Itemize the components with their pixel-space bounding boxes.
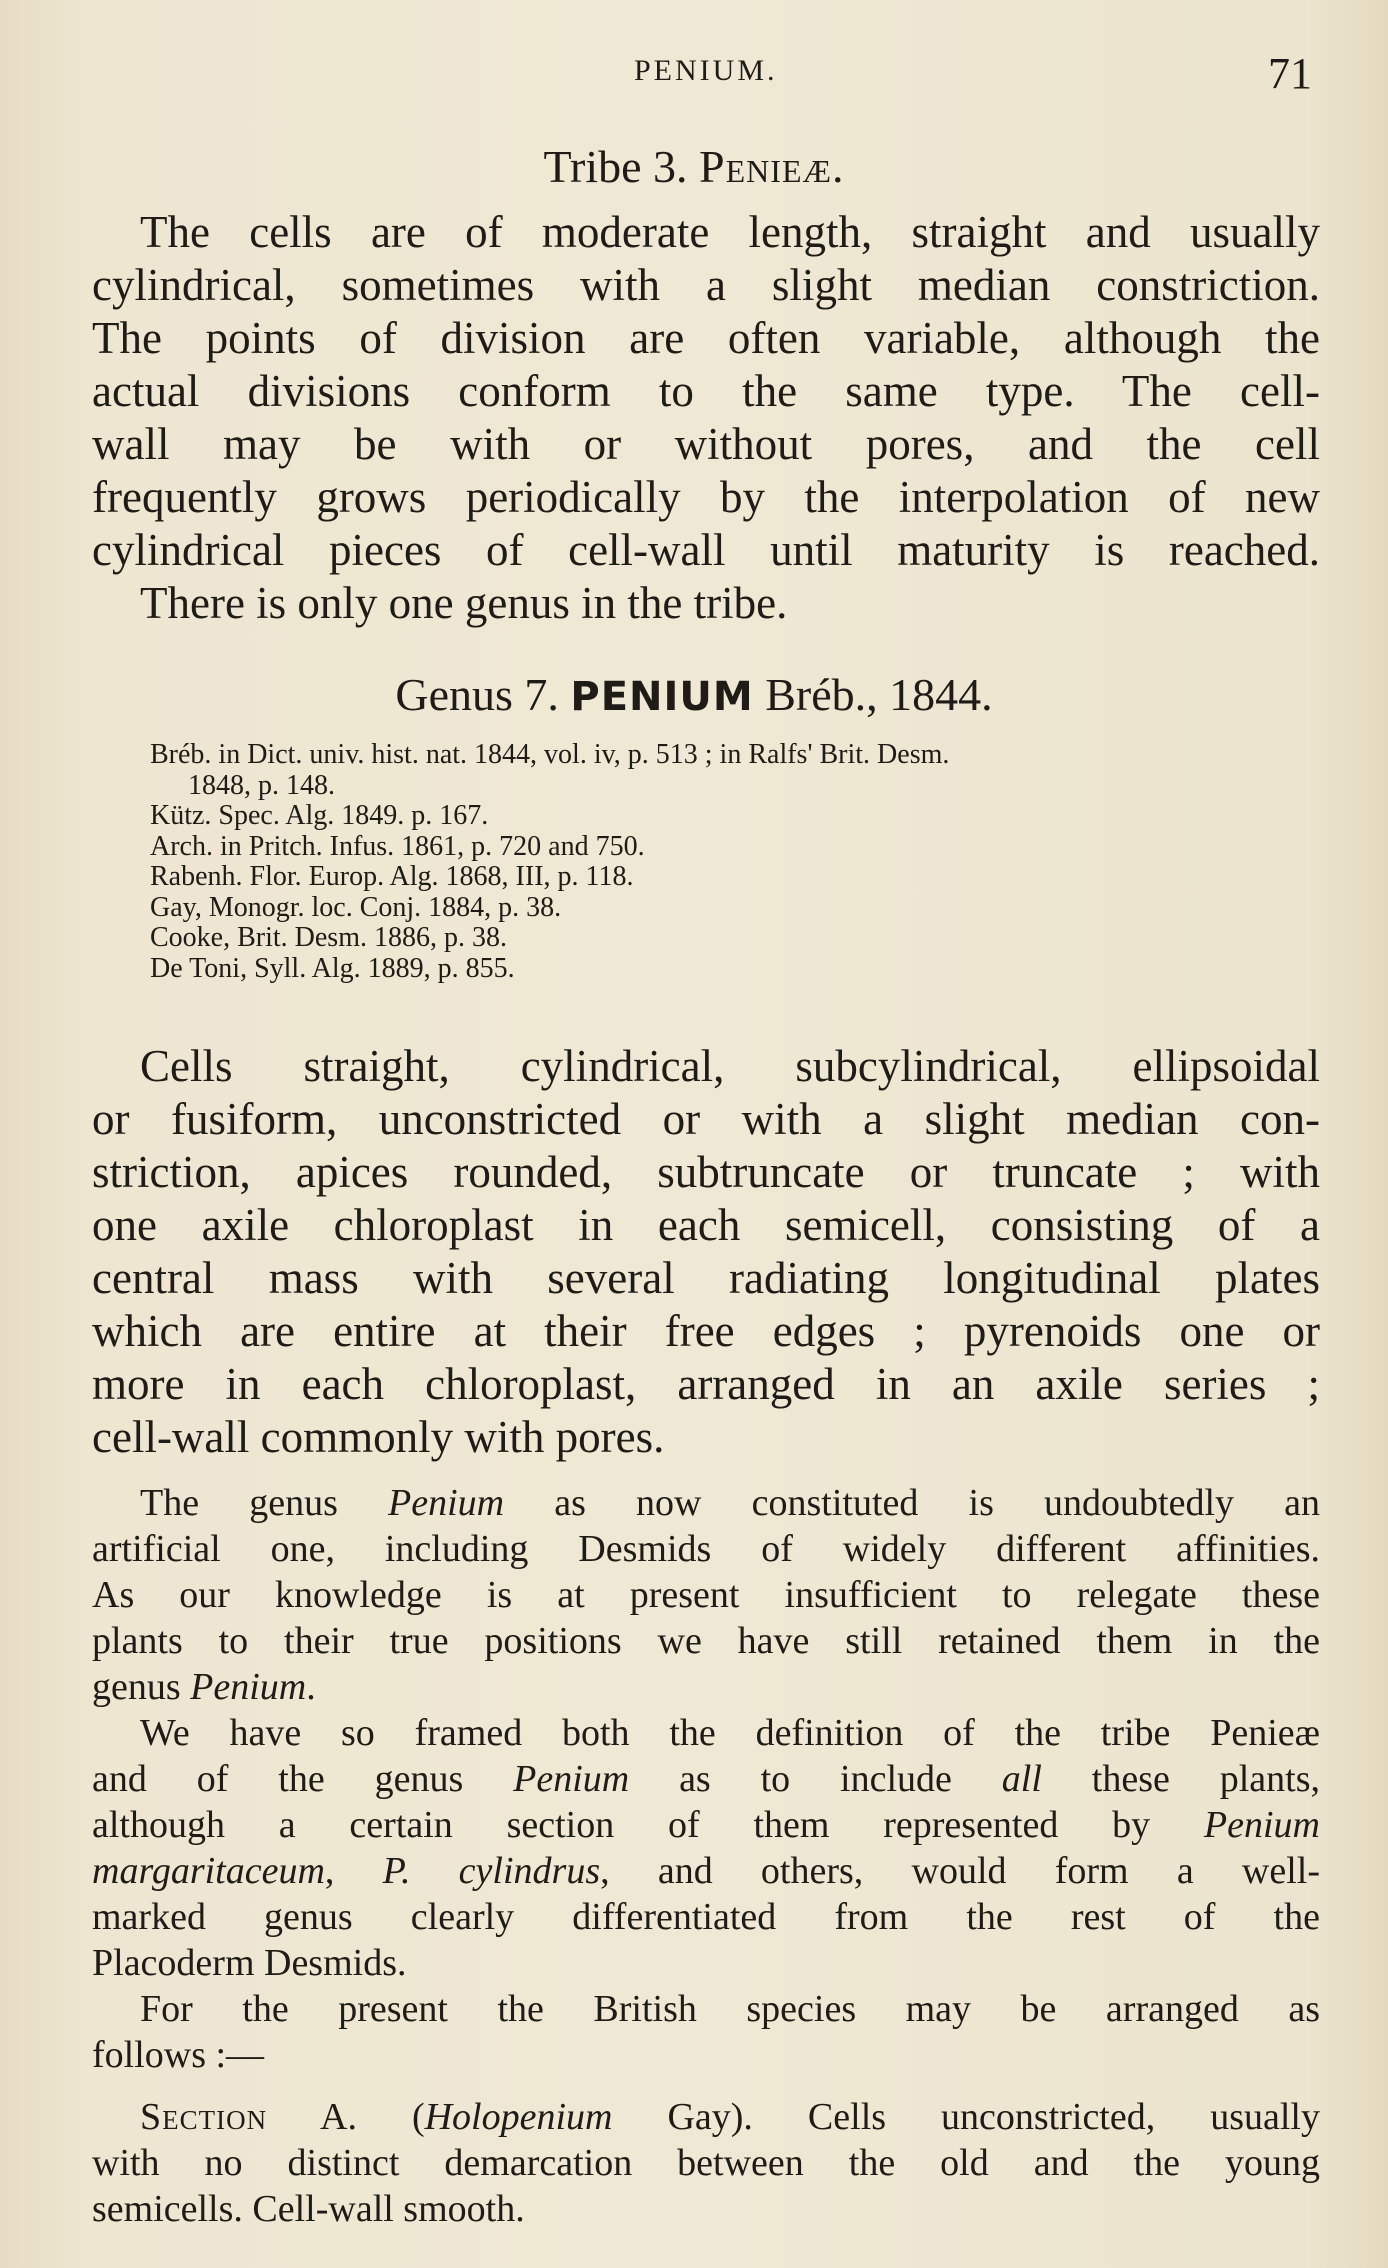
text-line: Cells straight, cylindrical, subcylindrical, ellipsoidal <box>140 1041 1320 1091</box>
remarks <box>92 1480 1320 2078</box>
text-line: and of the genus Penium as to include all these plants, <box>92 1758 1320 1800</box>
text-line: which are entire at their free edges ; pyrenoids one or <box>92 1306 1320 1356</box>
text-line: striction, apices rounded, subtruncate or truncate ; with <box>92 1147 1320 1197</box>
genus-name: PENIUM <box>570 674 754 720</box>
reference-entry: Rabenh. Flor. Europ. Alg. 1868, III, p. 118. <box>150 861 634 892</box>
running-head <box>0 48 1388 108</box>
text-line: cylindrical pieces of cell-wall until maturity is reached. <box>92 525 1320 575</box>
text-line: Placoderm Desmids. <box>92 1942 407 1984</box>
section-a <box>92 2094 1320 2232</box>
text-line: central mass with several radiating longitudinal plates <box>92 1253 1320 1303</box>
text-line: although a certain section of them represented by Penium <box>92 1804 1320 1846</box>
tribe-prefix: Tribe 3. <box>543 141 688 192</box>
text-line: We have so framed both the definition of the tribe Penieæ <box>140 1712 1320 1754</box>
text-line: follows :— <box>92 2034 265 2076</box>
text-line: genus Penium. <box>92 1666 316 1708</box>
text-line: or fusiform, unconstricted or with a slight median con- <box>92 1094 1320 1144</box>
text-line: There is only one genus in the tribe. <box>140 578 788 628</box>
text-line: cell-wall commonly with pores. <box>92 1412 665 1462</box>
text-line: actual divisions conform to the same type. The cell- <box>92 366 1320 416</box>
text-line: artificial one, including Desmids of widely different affinities. <box>92 1528 1320 1570</box>
tribe-heading <box>0 140 1388 193</box>
running-title: PENIUM. <box>634 54 778 87</box>
text-line: one axile chloroplast in each semicell, consisting of a <box>92 1200 1320 1250</box>
text-line: The genus Penium as now constituted is undoubtedly an <box>140 1482 1320 1524</box>
section-label: Section <box>140 2096 268 2138</box>
text-line: plants to their true positions we have still retained them in the <box>92 1620 1320 1662</box>
reference-list <box>150 740 1330 984</box>
text-line: cylindrical, sometimes with a slight median constriction. <box>92 260 1320 310</box>
text-line: Section A. (Holopenium Gay). Cells unconstricted, usually <box>140 2096 1320 2138</box>
text-line: As our knowledge is at present insufficient to relegate these <box>92 1574 1320 1616</box>
text-line: with no distinct demarcation between the old and the young <box>92 2142 1320 2184</box>
reference-entry: 1848, p. 148. <box>188 769 335 801</box>
text-line: marked genus clearly differentiated from the rest of the <box>92 1896 1320 1938</box>
text-line: wall may be with or without pores, and the cell <box>92 419 1320 469</box>
genus-description <box>92 1040 1320 1464</box>
text-line: semicells. Cell-wall smooth. <box>92 2188 525 2230</box>
genus-authority: Bréb., 1844. <box>765 669 993 720</box>
genus-prefix: Genus 7. <box>395 669 559 720</box>
text-line: frequently grows periodically by the interpolation of new <box>92 472 1320 522</box>
tribe-description <box>92 206 1320 630</box>
text-line: The cells are of moderate length, straight and usually <box>140 207 1320 257</box>
text-line: more in each chloroplast, arranged in an axile series ; <box>92 1359 1320 1409</box>
reference-entry: Cooke, Brit. Desm. 1886, p. 38. <box>150 922 507 953</box>
text-line: For the present the British species may be arranged as <box>140 1988 1320 2030</box>
reference-entry: Kütz. Spec. Alg. 1849. p. 167. <box>150 800 489 831</box>
tribe-name: Penieæ. <box>699 141 845 192</box>
reference-entry: De Toni, Syll. Alg. 1889, p. 855. <box>150 952 515 984</box>
reference-entry: Bréb. in Dict. univ. hist. nat. 1844, vol. iv, p. 513 ; in Ralfs' Brit. Desm. <box>150 739 950 770</box>
genus-heading <box>0 668 1388 721</box>
reference-entry: Arch. in Pritch. Infus. 1861, p. 720 and 750. <box>150 830 645 862</box>
page-number: 71 <box>1268 49 1312 98</box>
text-line: margaritaceum, P. cylindrus, and others, would form a well- <box>92 1850 1320 1892</box>
text-line: The points of division are often variable, although the <box>92 313 1320 363</box>
reference-entry: Gay, Monogr. loc. Conj. 1884, p. 38. <box>150 891 562 923</box>
